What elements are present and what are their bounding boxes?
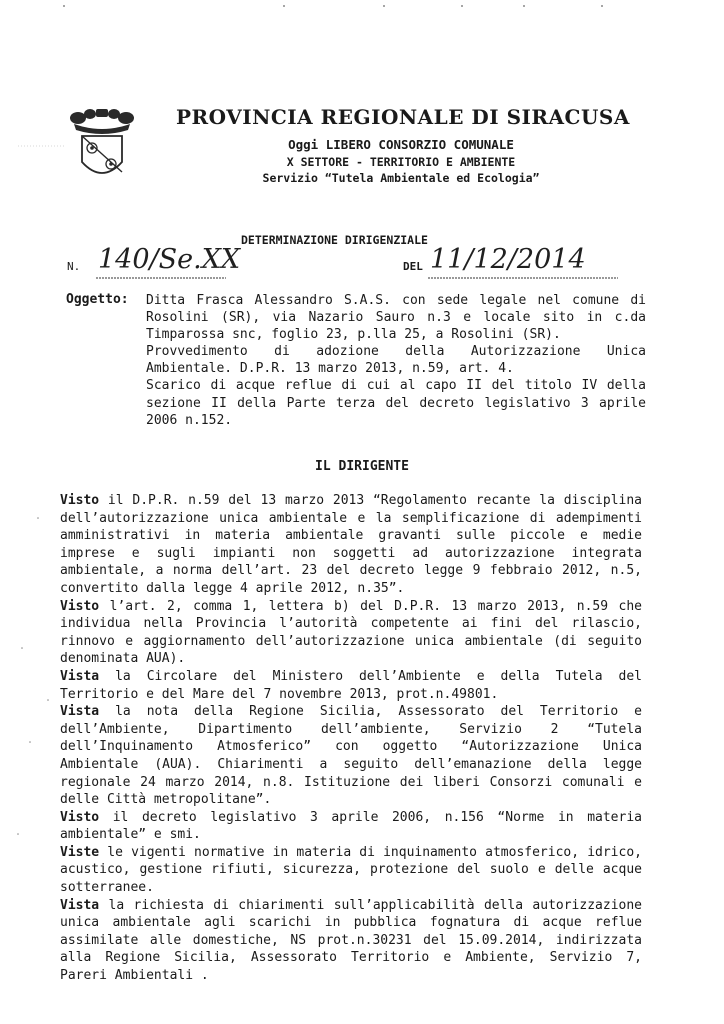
subtitle-servizio: Servizio “Tutela Ambientale ed Ecologia” xyxy=(262,171,540,185)
province-crest-icon xyxy=(66,106,138,186)
paragraph-lead: Vista xyxy=(60,897,100,913)
paragraph-text: la richiesta di chiarimenti sull’applicabilità della autorizzazione unica ambientale agli scarichi in pubblica fognatura di acque reflue assimilate alle domestiche, NS prot.n.30231 del 15.09.2014, indirizzata alla Regione Sicilia, Assessorato Territorio e Ambiente, Servizio 7, Pareri Ambientali . xyxy=(60,897,642,984)
number-underline xyxy=(96,276,226,280)
paragraph-text: la Circolare del Ministero dell’Ambiente e della Tutela del Territorio e del Mare del 7 novembre 2013, prot.n.49801. xyxy=(60,668,642,702)
body-paragraph xyxy=(60,492,642,598)
paragraph-lead: Vista xyxy=(60,668,100,684)
body-paragraph xyxy=(60,598,642,668)
body-paragraph xyxy=(60,809,642,844)
paragraph-lead: Viste xyxy=(60,844,100,860)
paragraph-text: il decreto legislativo 3 aprile 2006, n.156 “Norme in materia ambientale” e smi. xyxy=(60,809,642,843)
determination-number-label: N. xyxy=(67,260,81,273)
determination-date-label: DEL xyxy=(403,260,423,273)
paragraph-text: il D.P.R. n.59 del 13 marzo 2013 “Regolamento recante la disciplina dell’autorizzazione unica ambientale e la semplificazione di adempimenti amministrativi in materia ambientale gravanti sulle piccole e medie imprese e sugli impianti non soggetti ad autorizzazione integrata ambientale, a norma dell’art. 23 del decreto legge 9 febbraio 2012, n.5, convertito dalla legge 4 aprile 2012, n.35”. xyxy=(60,493,642,596)
paragraph-lead: Visto xyxy=(60,493,100,508)
handwritten-number: 140/Se.XX xyxy=(98,244,241,275)
subtitle-consorzio: Oggi LIBERO CONSORZIO COMUNALE xyxy=(288,137,514,152)
oggetto-paragraph: Provvedimento di adozione della Autorizzazione Unica Ambientale. D.P.R. 13 marzo 2013, n.59, art. 4. xyxy=(146,344,646,377)
paragraph-lead: Visto xyxy=(60,598,100,614)
subtitle-settore: X SETTORE - TERRITORIO E AMBIENTE xyxy=(286,155,516,169)
oggetto-paragraph: Scarico di acque reflue di cui al capo II del titolo IV della sezione II della Parte terza del decreto legislativo 3 aprile 2006 n.152. xyxy=(146,378,646,428)
body-paragraph xyxy=(60,844,642,897)
oggetto-paragraph: Ditta Frasca Alessandro S.A.S. con sede legale nel comune di Rosolini (SR), via Nazario Sauro n.3 e locale sito in c.da Timparossa snc, foglio 23, p.lla 25, a Rosolini (SR). xyxy=(146,293,646,343)
paragraph-lead: Visto xyxy=(60,809,100,825)
section-heading: IL DIRIGENTE xyxy=(315,459,409,474)
paragraph-text: la nota della Regione Sicilia, Assessorato del Territorio e dell’Ambiente, Dipartimento dell’ambiente, Servizio 2 “Tutela dell’Inquinamento Atmosferico” con oggetto “Autorizzazione Unica Ambientale (AUA). Chiarimenti a seguito dell’emanazione della legge regionale 24 marzo 2014, n.8. Istituzione dei liberi Consorzi comunali e delle Città metropolitane”. xyxy=(60,704,642,808)
oggetto-text xyxy=(146,292,646,429)
page-title: PROVINCIA REGIONALE DI SIRACUSA xyxy=(176,105,630,129)
body-paragraph xyxy=(60,668,642,703)
date-underline xyxy=(428,276,618,280)
paragraph-lead: Vista xyxy=(60,704,100,720)
handwritten-date: 11/12/2014 xyxy=(430,244,586,275)
oggetto-label: Oggetto: xyxy=(66,292,129,307)
document-body xyxy=(60,492,642,985)
body-paragraph xyxy=(60,703,642,809)
paragraph-text: l’art. 2, comma 1, lettera b) del D.P.R. 13 marzo 2013, n.59 che individua nella Provincia l’autorità competente ai fini del rilascio, rinnovo e aggiornamento dell’autorizzazione unica ambientale (di seguito denominata AUA). xyxy=(60,598,642,667)
paragraph-text: le vigenti normative in materia di inquinamento atmosferico, idrico, acustico, gestione rifiuti, sicurezza, protezione del suolo e delle acque sotterranee. xyxy=(60,844,642,896)
determination-title: DETERMINAZIONE DIRIGENZIALE xyxy=(241,233,428,247)
body-paragraph xyxy=(60,897,642,985)
